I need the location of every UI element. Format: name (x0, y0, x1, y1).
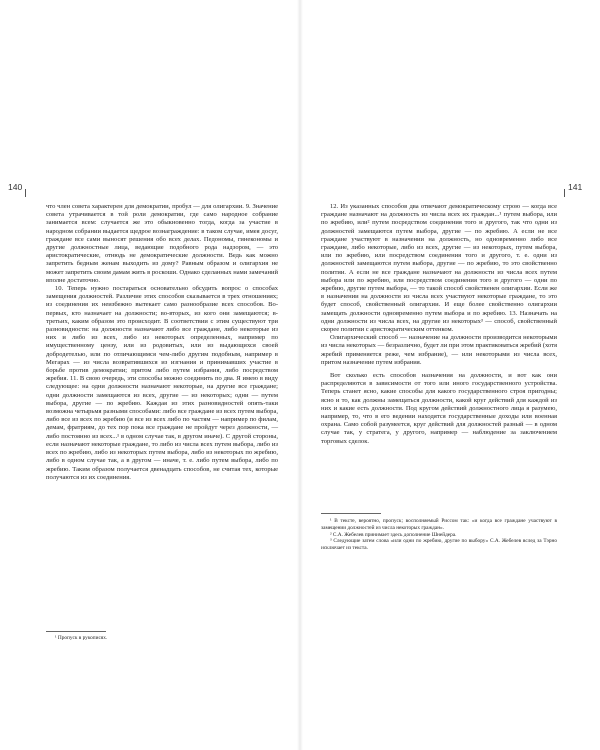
right-footnotes (321, 518, 557, 552)
right-footnote-rule (321, 513, 381, 514)
right-paragraph-1: 12. Из указанных способов два отвечают демократическому строю — когда все граждане назначают на должность из числа всех их граждан...¹ путем выбора, или по жребию, или² путем посредством соединения того и другого, так что одни из должностей замещаются путем выбора, другие — по жребию. А если не все граждане участвуют в назначении на должность, но одновременно либо все граждане, либо некоторые, либо из всех, другие — из некоторых, путем выбора, или по жребию, или посредством соединения того и другого, т. е. одни из должностей замещаются путем выбора, другие — по жребию, то это свойственно политии. А если не все граждане назначают на должности из числа всех путем выбора или по жребию, или посредством соединения того и другого — одни по жребию, другие путем выбора, — то такой способ свойственен олигархии. Если же в назначении на должности из числа всех участвуют некоторые граждане, то это будет способ, свойственный олигархии. И еще более свойственно олигархии замещать должности одновременно путем выбора и по жребию. 13. Назначать на одни должности из числа всех, на другие из некоторых³ — способ, свойственный скорее политии с аристократическим оттенком. (321, 203, 557, 334)
right-page-body (321, 203, 557, 446)
left-page-number: 140 (8, 182, 23, 192)
right-paragraph-3: Вот сколько есть способов назначения на должности, и вот как они распределяются в зависимости от того или иного государственного устройства. Теперь станет ясно, какие способы для какого государственного строя пригодны; ясно и то, как должны замещаться должности, какой круг действий для каждой из них и какие есть должности. Под кругом действий должностного лица я разумею, например, то, что в его ведении находятся государственные доходы или военная охрана. Само собой разумеется, круг действий для должностей разный — в одном случае так, у стратега, у другого, например — наблюдение за заключением торговых сделок. (321, 372, 557, 445)
left-paragraph-2: 10. Теперь нужно постараться основательно обсудить вопрос о способах замещения должностей. Различие этих способов сказывается в трех отношениях; из соединения их неизбежно вытекает само разнообразие всех способов. Во-первых, кто назначает на должности; во-вторых, из кого они замещаются; в-третьих, каким образом это происходит. В соответствии с этим существуют три разновидности: на должности назначают либо все граждане, либо некоторые из них и либо из всех, либо из некоторых определенных, например по имущественному цензу, или из родовитых, или из выдающихся своей добродетелью, или по отличающимся чем-либо другим подобным, например в Мегарах — из числа возвратившихся из изгнания и принимавших участие в борьбе против демократии; притом либо путем избрания, либо посредством жребия. 11. В свою очередь, эти способы можно соединить по два. Я имею в виду следующее: на одни должности назначают некоторые, на другие все граждане; одни должности замещаются из всех, другие — из некоторых; одни — путем выбора, другие — по жребию. Каждая из этих разновидностей опять-таки возможна четырьмя разными способами: либо все граждане из всех путем выбора, либо все из всех по жребию (и все из всех либо по частям — например по филам, демам, фратриям, до тех пор пока все граждане не пройдут через должности, — либо постоянно из всех...¹ в одном случае так, в другом иначе). С другой стороны, если назначают некоторые граждане, то либо из числа всех путем выбора, либо из всех по жребию, либо из некоторых путем выбора, либо из некоторых по жребию, либо в одном случае так, а в другом — иначе, т. е. либо путем выбора, либо по жребию. Таким образом получается двенадцать способов, не считая тех, которые получаются из их соединения. (46, 285, 278, 481)
right-footnote-2: ² С.А. Жебелев принимает здесь дополнение Шнейдера. (330, 531, 457, 538)
right-page (300, 0, 600, 750)
right-page-number: 141 (568, 182, 583, 192)
left-footnote-rule (46, 631, 106, 632)
right-header-rule (564, 189, 565, 197)
left-page-body (46, 203, 278, 482)
right-paragraph-2: Олигархический способ — назначение на должности производится некоторыми из числа некоторых — безразлично, будет ли при этом практиковаться жребий (хотя жребий применяется реже, чем избрание), — или некоторыми из числа всех, притом назначение путем избрания. (321, 334, 557, 366)
left-footnote-1: ¹ Пропуск в рукописях. (55, 635, 108, 641)
right-footnote-3: ³ Следующие затем слова «или одни по жребию, другие по выбору» С.А. Жебелев вслед за Тэрно исключает из текста. (321, 538, 557, 552)
right-footnote-1: ¹ В тексте, вероятно, пропуск; восполняемый Риссом так: «и когда все граждане участвуют в замещении должностей из числа некоторых граждан». (321, 518, 557, 531)
left-header-rule (25, 189, 26, 197)
left-footnotes (46, 635, 278, 642)
left-paragraph-1: что член совета характерен для демократии, пробул — для олигархии. 9. Значение совета утрачивается в той роли демократии, где само народное собрание занимается всем: случается же это обыкновенно тогда, когда за участие в народном собрании выдается щедрое вознаграждение: в таком случае, имея досуг, граждане все сами выносят решения обо всех делах. Педономы, гинекономы и другие должностные лица, ведающие подобного рода надзором, — это аристократические, отнюдь не демократические должности. Ведь как можно запретить бедным женам выходить из дому? Равным образом и олигархия не может запретить своим дамам жить в роскоши. Однако сделанных нами замечаний вполне достаточно. (46, 203, 278, 284)
